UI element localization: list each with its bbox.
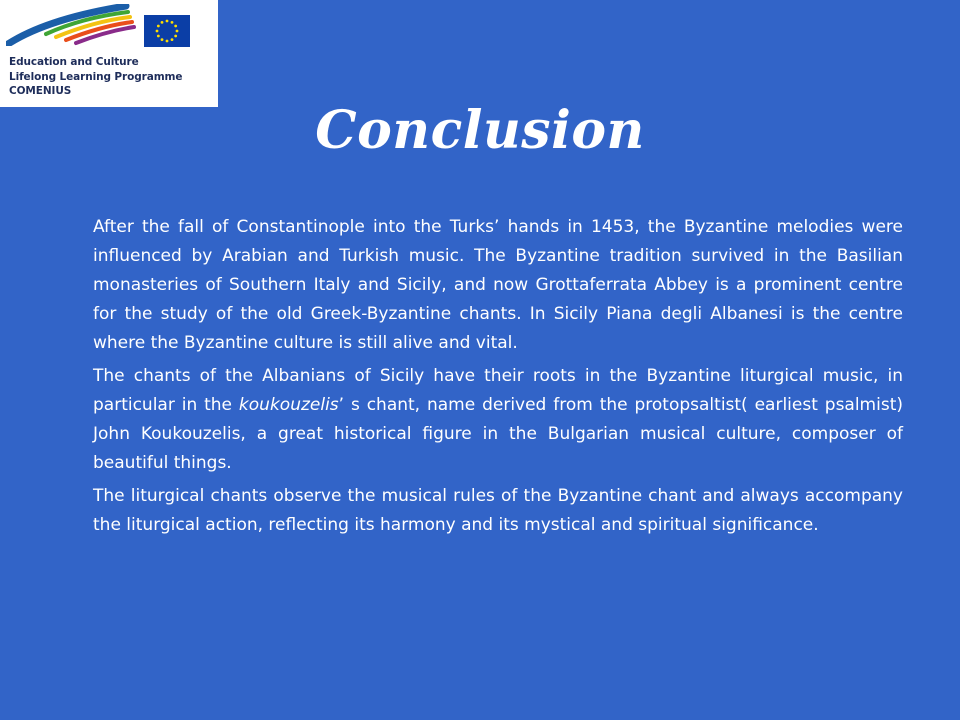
paragraph-1: After the fall of Constantinople into the Turks’ hands in 1453, the Byzantine melodies were influenced by Arabian and Turkish music. The Byzantine tradition survived in the Basilian monasteries of Southern Italy and Sicily, and now Grottaferrata Abbey is a prominent centre for the study of the old Greek-Byzantine chants. In Sicily Piana degli Albanesi is the centre where the Byzantine culture is still alive and vital. — [93, 217, 903, 353]
eu-star-icon — [161, 21, 164, 24]
eu-star-icon — [166, 20, 169, 23]
eu-star-icon — [174, 35, 177, 38]
eu-star-icon — [157, 35, 160, 38]
paragraph-2-before: The chants of the Albanians of Sicily have their roots in the Byzantine liturgical music, in particular in the — [93, 366, 903, 415]
eu-star-icon — [171, 38, 174, 41]
logo-line-programme: Lifelong Learning Programme — [9, 70, 183, 83]
eu-programme-logo — [0, 0, 218, 107]
logo-line-education: Education and Culture — [9, 56, 139, 68]
eu-star-icon — [176, 30, 179, 33]
slide-body — [93, 213, 903, 540]
eu-star-icon — [156, 30, 159, 33]
paragraph-3: The liturgical chants observe the musical rules of the Byzantine chant and always accompany the liturgical action, reflecting its harmony and its mystical and spiritual significance. — [93, 486, 903, 535]
slide-title: Conclusion — [315, 100, 645, 161]
logo-line-comenius: COMENIUS — [9, 85, 72, 97]
paragraph-2-after: ’ s chant, name derived from the protopsaltist( earliest psalmist) John Koukouzelis, a great historical figure in the Bulgarian musical culture, composer of beautiful things. — [93, 395, 903, 473]
eu-star-icon — [171, 21, 174, 24]
paragraph-2 — [93, 362, 903, 478]
lifelong-learning-swoosh-icon — [6, 4, 136, 46]
eu-flag-icon — [144, 15, 190, 47]
eu-star-icon — [161, 38, 164, 41]
koukouzelis-term: koukouzelis — [238, 395, 339, 415]
eu-star-icon — [174, 25, 177, 28]
eu-star-icon — [166, 40, 169, 43]
eu-star-icon — [157, 25, 160, 28]
logo-caption — [9, 55, 214, 99]
